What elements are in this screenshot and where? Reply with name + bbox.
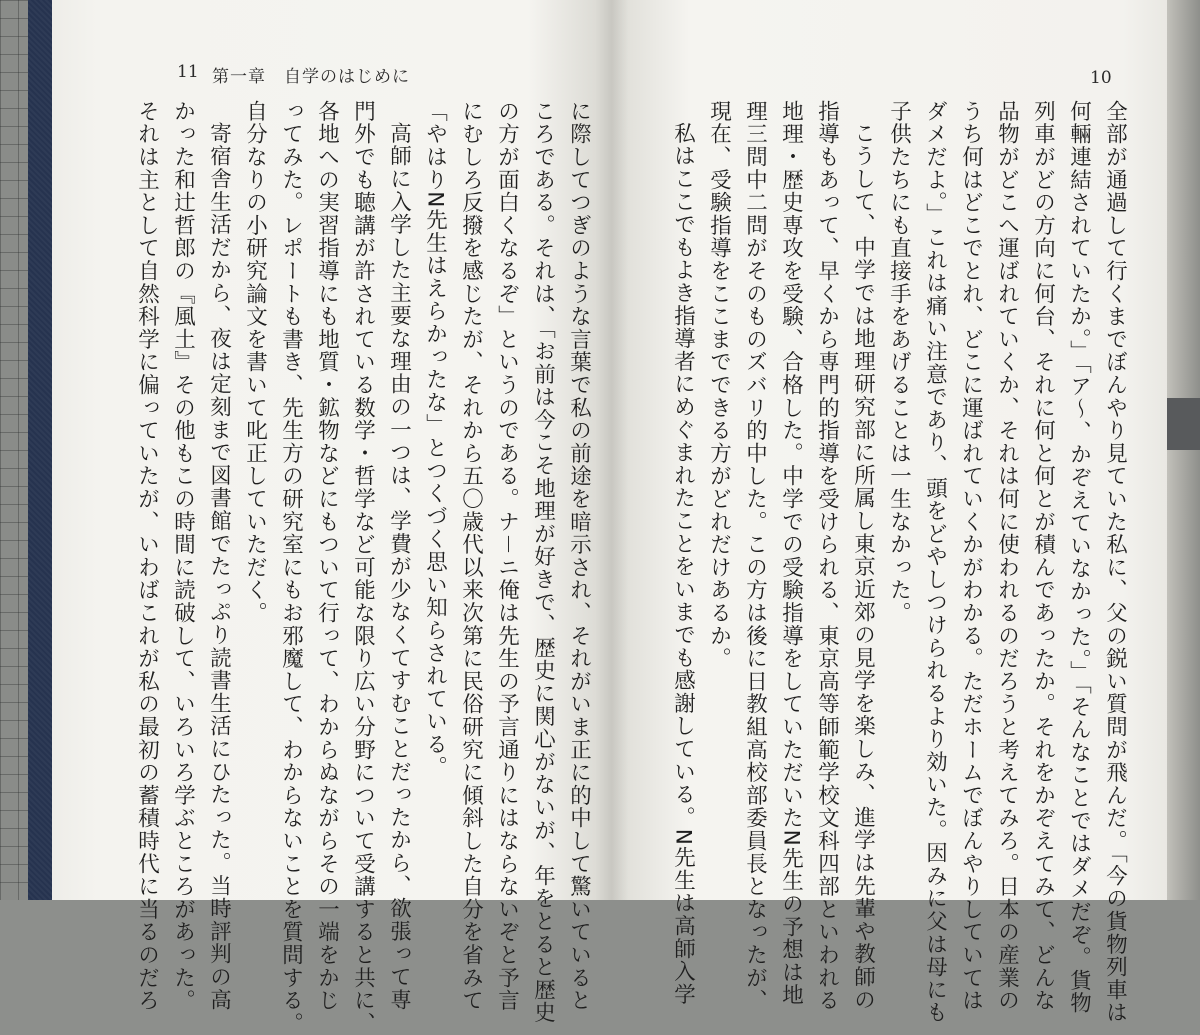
running-header: 第一章 自学のはじめに: [212, 67, 410, 87]
text-column: 全部が通過して行くまでぼんやり見ていた私に、父の鋭い質問が飛んだ。「今の貨物列車は: [1102, 100, 1128, 1025]
text-column: 高師に入学した主要な理由の一つは、学費が少なくてすむことだったから、欲張って専: [386, 122, 412, 1012]
page-number-right: 10: [1090, 68, 1112, 88]
page-number-left: 11: [177, 62, 199, 82]
left-page: [52, 0, 612, 1035]
text-column: うち何はどこでとれ、どこに運ばれていくかがわかる。ただホームでぼんやりしていては: [958, 100, 984, 1012]
right-page: [612, 0, 1167, 1025]
text-column: ころである。それは、「お前は今こそ地理が好きで、歴史に関心がないが、年をとると歴史: [530, 100, 556, 1025]
text-column: 寄宿舎生活だから、夜は定刻まで図書館でたっぷり読書生活にひたった。当時評判の高: [206, 122, 232, 1012]
text-column: 現在、受験指導をここまでできる方がどれだけあるか。: [706, 100, 732, 670]
text-column: 列車がどの方向に何台、それに何と何とが積んであったか。それをかぞえてみて、どんな: [1030, 100, 1056, 1012]
text-column: 自分なりの小研究論文を書いて叱正していただく。: [242, 100, 268, 625]
text-column: ってみた。レポートも書き、先生方の研究室にもお邪魔して、わからないことを質問する。: [278, 100, 304, 1035]
text-column: 各地への実習指導にも地質・鉱物などにもついて行って、わからぬながらその一端をかじ: [314, 100, 340, 1012]
text-column: 品物がどこへ運ばれていくか、それは何に使われるのだろうと考えてみろ。日本の産業の: [994, 100, 1020, 1012]
text-column: の方が面白くなるぞ」というのである。ナ－ニ俺は先生の予言通りにはならないぞと予言: [494, 100, 520, 1012]
text-column: 何輛連結されていたか。」「ア～、かぞえていなかった。」「そんなことではダメだぞ。貨物: [1066, 100, 1092, 1015]
text-column: 門外でも聴講が許されている数学・哲学など可能な限り広い分野について受講すると共に、: [350, 100, 376, 1035]
text-column: 理三問中二問がそのものズバリ的中した。この方は後に日教組高校部委員長となったが、: [742, 100, 768, 1012]
text-column: それは主として自然科学に偏っていたが、いわばこれが私の最初の蓄積時代に当るのだろ: [134, 100, 160, 1012]
text-column: かった和辻哲郎の『風土』その他もこの時間に読破して、いろいろ学ぶところがあった。: [170, 100, 196, 1012]
text-column: 指導もあって、早くから専門的指導を受けられる、東京高等師範学校文科四部といわれる: [814, 100, 840, 1012]
text-column: にむしろ反撥を感じたが、それから五〇歳代以来次第に民俗研究に傾斜した自分を省みて: [458, 100, 484, 1012]
text-column: 「やはりN先生はえらかったな」とつくづく思い知らされている。: [422, 100, 448, 779]
text-column: ダメだよ。」これは痛い注意であり、頭をどやしつけられるより効いた。因みに父は母にも: [922, 100, 948, 1025]
text-column: こうして、中学では地理研究部に所属し東京近郊の見学を楽しみ、進学は先輩や教師の: [850, 122, 876, 1012]
text-column: に際してつぎのような言葉で私の前途を暗示され、それがいま正に的中して驚いていると: [566, 100, 592, 1012]
text-column: 子供たちにも直接手をあげることは一生なかった。: [886, 100, 912, 625]
text-column: 地理・歴史専攻を受験、合格した。中学での受験指導をしていただいたN先生の予想は地: [778, 100, 804, 1007]
text-column: 私はここでもよき指導者にめぐまれたことをいまでも感謝している。N先生は高師入学: [670, 122, 696, 1006]
